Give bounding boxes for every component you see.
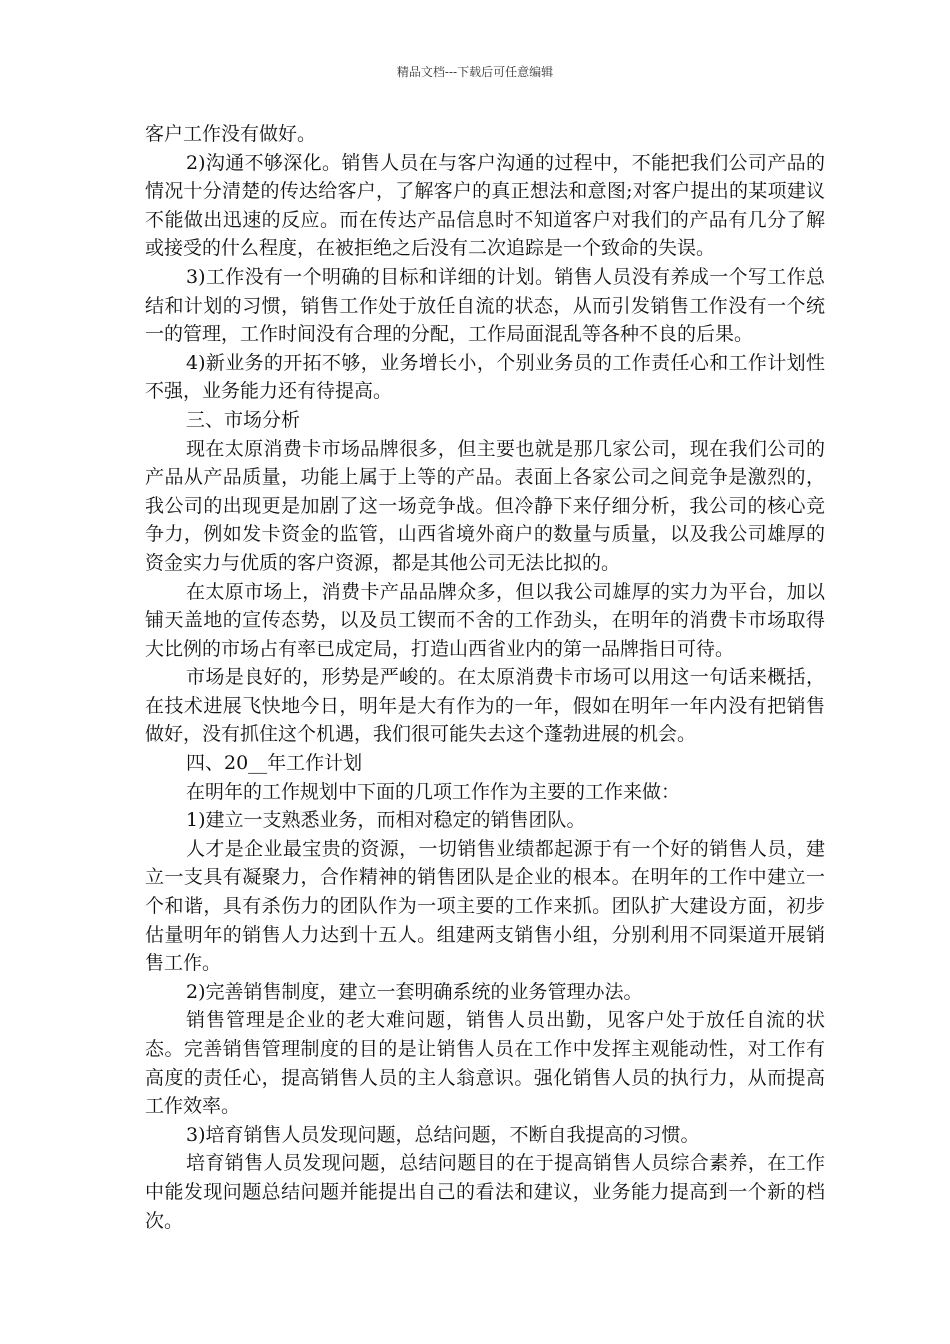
paragraph: 在明年的工作规划中下面的几项工作作为主要的工作来做： <box>186 780 681 803</box>
paragraph: 人才是企业最宝贵的资源，一切销售业绩都起源于有一个好的销售人员，建立一支具有凝聚力，合作精神的销售团队是企业的根本。在明年的工作中建立一个和谐，具有杀伤力的团队作为一项主要的工作来抓。团队扩大建设方面，初步估量明年的销售人力达到十五人。组建两支销售小组，分别利用不同渠道开展销售工作。 <box>145 837 825 975</box>
paragraph: 培育销售人员发现问题，总结问题目的在于提高销售人员综合素养，在工作中能发现问题总结问题并能提出自己的看法和建议，业务能力提高到一个新的档次。 <box>145 1152 825 1232</box>
paragraph: 客户工作没有做好。 <box>145 123 317 145</box>
list-item: 1)建立一支熟悉业务，而相对稳定的销售团队。 <box>186 809 586 832</box>
section-heading: 三、市场分析 <box>186 408 301 431</box>
paragraph: 4)新业务的开拓不够，业务增长小，个别业务员的工作责任心和工作计划性不强，业务能力还有待提高。 <box>145 351 825 403</box>
list-item: 2)完善销售制度，建立一套明确系统的业务管理办法。 <box>186 980 643 1003</box>
paragraph: 市场是良好的，形势是严峻的。在太原消费卡市场可以用这一句话来概括，在技术进展飞快地今日，明年是大有作为的一年，假如在明年一年内没有把销售做好，没有抓住这个机遇，我们很可能失去这个蓬勃进展的机会。 <box>145 666 825 746</box>
paragraph: 销售管理是企业的老大难问题，销售人员出勤，见客户处于放任自流的状态。完善销售管理制度的目的是让销售人员在工作中发挥主观能动性，对工作有高度的责任心，提高销售人员的主人翁意识。强化销售人员的执行力，从而提高工作效率。 <box>145 1009 825 1118</box>
page-header: 精品文档---下载后可任意编辑 <box>396 65 554 79</box>
paragraph: 2)沟通不够深化。销售人员在与客户沟通的过程中，不能把我们公司产品的情况十分清楚的传达给客户，了解客户的真正想法和意图;对客户提出的某项建议不能做出迅速的反应。而在传达产品信息时不知道客户对我们的产品有几分了解或接受的什么程度，在被拒绝之后没有二次追踪是一个致命的失误。 <box>145 151 825 260</box>
document-body <box>145 120 825 1235</box>
list-item: 3)培育销售人员发现问题，总结问题，不断自我提高的习惯。 <box>186 1123 700 1146</box>
paragraph: 3)工作没有一个明确的目标和详细的计划。销售人员没有养成一个写工作总结和计划的习惯，销售工作处于放任自流的状态，从而引发销售工作没有一个统一的管理，工作时间没有合理的分配，工作局面混乱等各种不良的后果。 <box>145 265 825 346</box>
paragraph: 在太原市场上，消费卡产品品牌众多，但以我公司雄厚的实力为平台，加以铺天盖地的宣传态势，以及员工锲而不舍的工作劲头，在明年的消费卡市场取得大比例的市场占有率已成定局，打造山西省业内的第一品牌指日可待。 <box>145 580 825 660</box>
section-heading: 四、20__年工作计划 <box>186 752 363 775</box>
paragraph: 现在太原消费卡市场品牌很多，但主要也就是那几家公司，现在我们公司的产品从产品质量，功能上属于上等的产品。表面上各家公司之间竞争是激烈的，我公司的出现更是加剧了这一场竞争战。但冷静下来仔细分析，我公司的核心竞争力，例如发卡资金的监管，山西省境外商户的数量与质量，以及我公司雄厚的资金实力与优质的客户资源，都是其他公司无法比拟的。 <box>145 437 825 574</box>
